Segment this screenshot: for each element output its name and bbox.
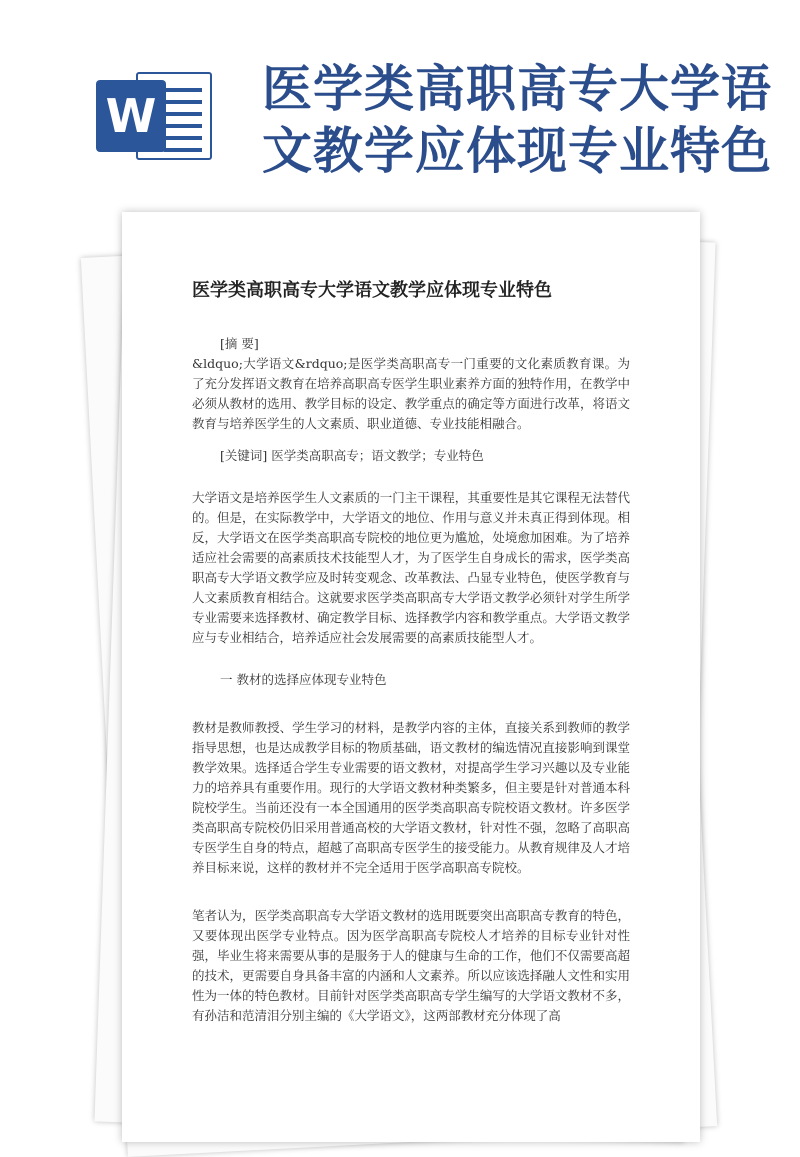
word-document-icon: [96, 66, 216, 166]
section-heading: 一 教材的选择应体现专业特色: [220, 672, 387, 687]
intro-paragraph: 大学语文是培养医学生人文素质的一门主干课程，其重要性是其它课程无法替代的。但是，在实际教学中，大学语文的地位、作用与意义并未真正得到体现。相反，大学语文在医学类高职高专院校的地位更为尴尬，处境愈加困难。为了培养适应社会需要的高素质技术技能型人才，为了医学生自身成长的需求，医学类高职高专大学语文教学应及时转变观念、改革教法、凸显专业特色，使医学教育与人文素质教育相结合。这就要求医学类高职高专大学语文教学必须针对学生所学专业需要来选择教材、确定教学目标、选择教学内容和教学重点。大学语文教学应与专业相结合，培养适应社会发展需要的高素质技能型人才。: [192, 490, 630, 645]
abstract-label: [摘 要]: [220, 336, 259, 351]
section-paragraph: 教材是教师教授、学生学习的材料，是教学内容的主体，直接关系到教师的教学指导思想，也是达成教学目标的物质基础，语文教材的编选情况直接影响到课堂教学效果。选择适合学生专业需要的语文教材，对提高学生学习兴趣以及专业能力的培养具有重要作用。现行的大学语文教材种类繁多，但主要是针对普通本科院校学生。当前还没有一本全国通用的医学类高职高专院校语文教材。许多医学类高职高专院校仍旧采用普通高校的大学语文教材，针对性不强，忽略了高职高专医学生自身的特点，超越了高职高专医学生的接受能力。从教育规律及人才培养目标来说，这样的教材并不完全适用于医学高职高专院校。: [192, 720, 630, 875]
header-banner: [0, 0, 800, 200]
document-title: 医学类高职高专大学语文教学应体现专业特色: [192, 280, 552, 301]
abstract-text: &ldquo;大学语文&rdquo;是医学类高职高专一门重要的文化素质教育课。为了充分发挥语文教育在培养高职高专医学生职业素养方面的独特作用，在教学中必须从教材的选用、教学目标的设定、教学重点的确定等方面进行改革，将语文教育与培养医学生的人文素质、职业道德、专业技能相融合。: [192, 356, 630, 431]
document-page: [122, 212, 700, 1142]
keywords-line: [关键词] 医学类高职高专；语文教学；专业特色: [220, 448, 484, 463]
section-paragraph: 笔者认为，医学类高职高专大学语文教材的选用既要突出高职高专教育的特色，又要体现出医学专业特点。因为医学高职高专院校人才培养的目标专业针对性强，毕业生将来需要从事的是服务于人的健康与生命的工作，他们不仅需要高超的技术，更需要自身具备丰富的内涵和人文素养。所以应该选择融人文性和实用性为一体的特色教材。目前针对医学类高职高专学生编写的大学语文教材不多，有孙洁和范清泪分别主编的《大学语文》，这两部教材充分体现了高: [192, 908, 630, 1023]
document-preview: [100, 212, 700, 1130]
word-badge: W: [96, 80, 166, 152]
banner-title: 医学类高职高专大学语文教学应体现专业特色: [262, 60, 772, 180]
